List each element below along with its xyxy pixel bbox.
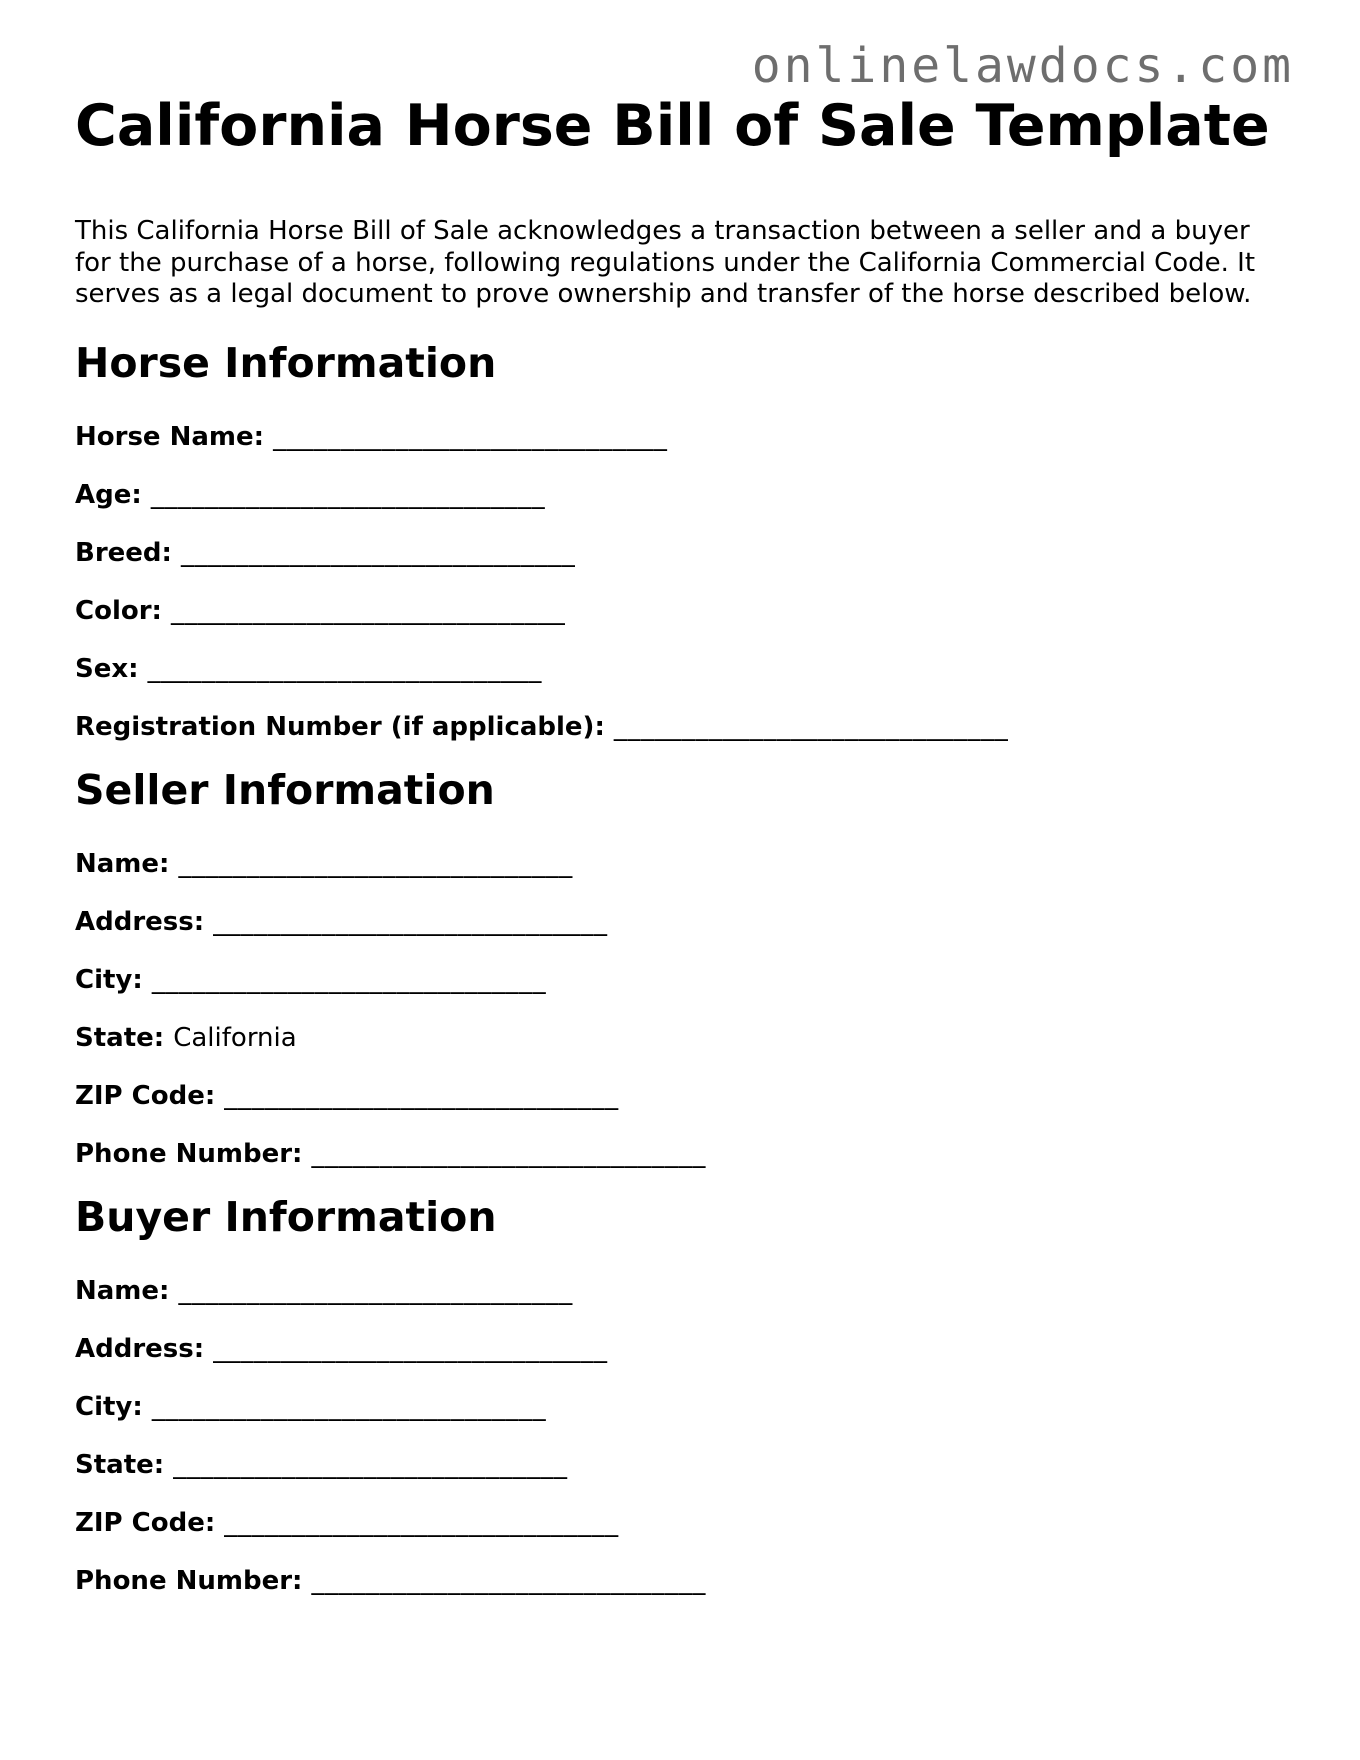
fill-in-blank[interactable]: _____________________________ — [311, 1566, 706, 1597]
field-label: Address: — [75, 1334, 214, 1365]
seller-zip-field[interactable] — [75, 1080, 1290, 1112]
seller-city-field[interactable] — [75, 964, 1290, 996]
horse-sex-field[interactable] — [75, 653, 1290, 685]
field-label: State: — [75, 1450, 174, 1481]
field-label: State: — [75, 1023, 174, 1054]
horse-age-field[interactable] — [75, 479, 1290, 511]
fill-in-blank[interactable]: _____________________________ — [213, 907, 608, 938]
field-label: Name: — [75, 1276, 179, 1307]
fill-in-blank[interactable]: _____________________________ — [151, 1392, 547, 1423]
field-label: Phone Number: — [75, 1139, 312, 1170]
buyer-section-heading: Buyer Information — [75, 1193, 497, 1242]
document-body — [75, 92, 1290, 1597]
field-label: ZIP Code: — [75, 1081, 225, 1112]
field-label: Age: — [75, 480, 151, 511]
seller-phone-field[interactable] — [75, 1138, 1290, 1170]
seller-state-field — [75, 1022, 1290, 1054]
page-title: California Horse Bill of Sale Template — [75, 93, 1270, 159]
seller-address-field[interactable] — [75, 906, 1290, 938]
intro-paragraph: This California Horse Bill of Sale acknowledges a transaction between a seller and a buyer for the purchase of a horse, following regulations under the California Commercial Code. It serves as a legal document to prove ownership and transfer of the horse described below. — [75, 216, 1256, 310]
buyer-phone-field[interactable] — [75, 1565, 1290, 1597]
horse-section-heading: Horse Information — [75, 338, 497, 387]
seller-state-value: California — [173, 1023, 297, 1054]
field-label: Registration Number (if applicable): — [75, 712, 614, 743]
seller-section-heading: Seller Information — [75, 766, 495, 815]
fill-in-blank[interactable]: _____________________________ — [273, 422, 668, 453]
buyer-state-field[interactable] — [75, 1449, 1290, 1481]
fill-in-blank[interactable]: _____________________________ — [171, 596, 566, 627]
field-label: Address: — [75, 907, 214, 938]
fill-in-blank[interactable]: _____________________________ — [224, 1508, 619, 1539]
fill-in-blank[interactable]: _____________________________ — [178, 849, 573, 880]
field-label: Color: — [75, 596, 171, 627]
buyer-address-field[interactable] — [75, 1333, 1290, 1365]
horse-color-field[interactable] — [75, 595, 1290, 627]
fill-in-blank[interactable]: _____________________________ — [151, 965, 547, 996]
fill-in-blank[interactable]: _____________________________ — [178, 1276, 573, 1307]
field-label: Name: — [75, 849, 179, 880]
fill-in-blank[interactable]: _____________________________ — [147, 654, 542, 685]
fill-in-blank[interactable]: _____________________________ — [613, 712, 1009, 743]
field-label: ZIP Code: — [75, 1508, 225, 1539]
horse-registration-field[interactable] — [75, 711, 1290, 743]
seller-name-field[interactable] — [75, 848, 1290, 880]
field-label: City: — [75, 965, 152, 996]
field-label: Horse Name: — [75, 422, 274, 453]
field-label: Breed: — [75, 538, 181, 569]
horse-breed-field[interactable] — [75, 537, 1290, 569]
field-label: Phone Number: — [75, 1566, 312, 1597]
horse-name-field[interactable] — [75, 421, 1290, 453]
fill-in-blank[interactable]: _____________________________ — [311, 1139, 706, 1170]
buyer-zip-field[interactable] — [75, 1507, 1290, 1539]
field-label: City: — [75, 1392, 152, 1423]
buyer-city-field[interactable] — [75, 1391, 1290, 1423]
buyer-name-field[interactable] — [75, 1275, 1290, 1307]
fill-in-blank[interactable]: _____________________________ — [173, 1450, 568, 1481]
field-label: Sex: — [75, 654, 148, 685]
watermark: onlinelawdocs.com — [751, 38, 1294, 94]
fill-in-blank[interactable]: _____________________________ — [213, 1334, 608, 1365]
fill-in-blank[interactable]: _____________________________ — [180, 538, 576, 569]
fill-in-blank[interactable]: _____________________________ — [224, 1081, 619, 1112]
fill-in-blank[interactable]: _____________________________ — [150, 480, 546, 511]
